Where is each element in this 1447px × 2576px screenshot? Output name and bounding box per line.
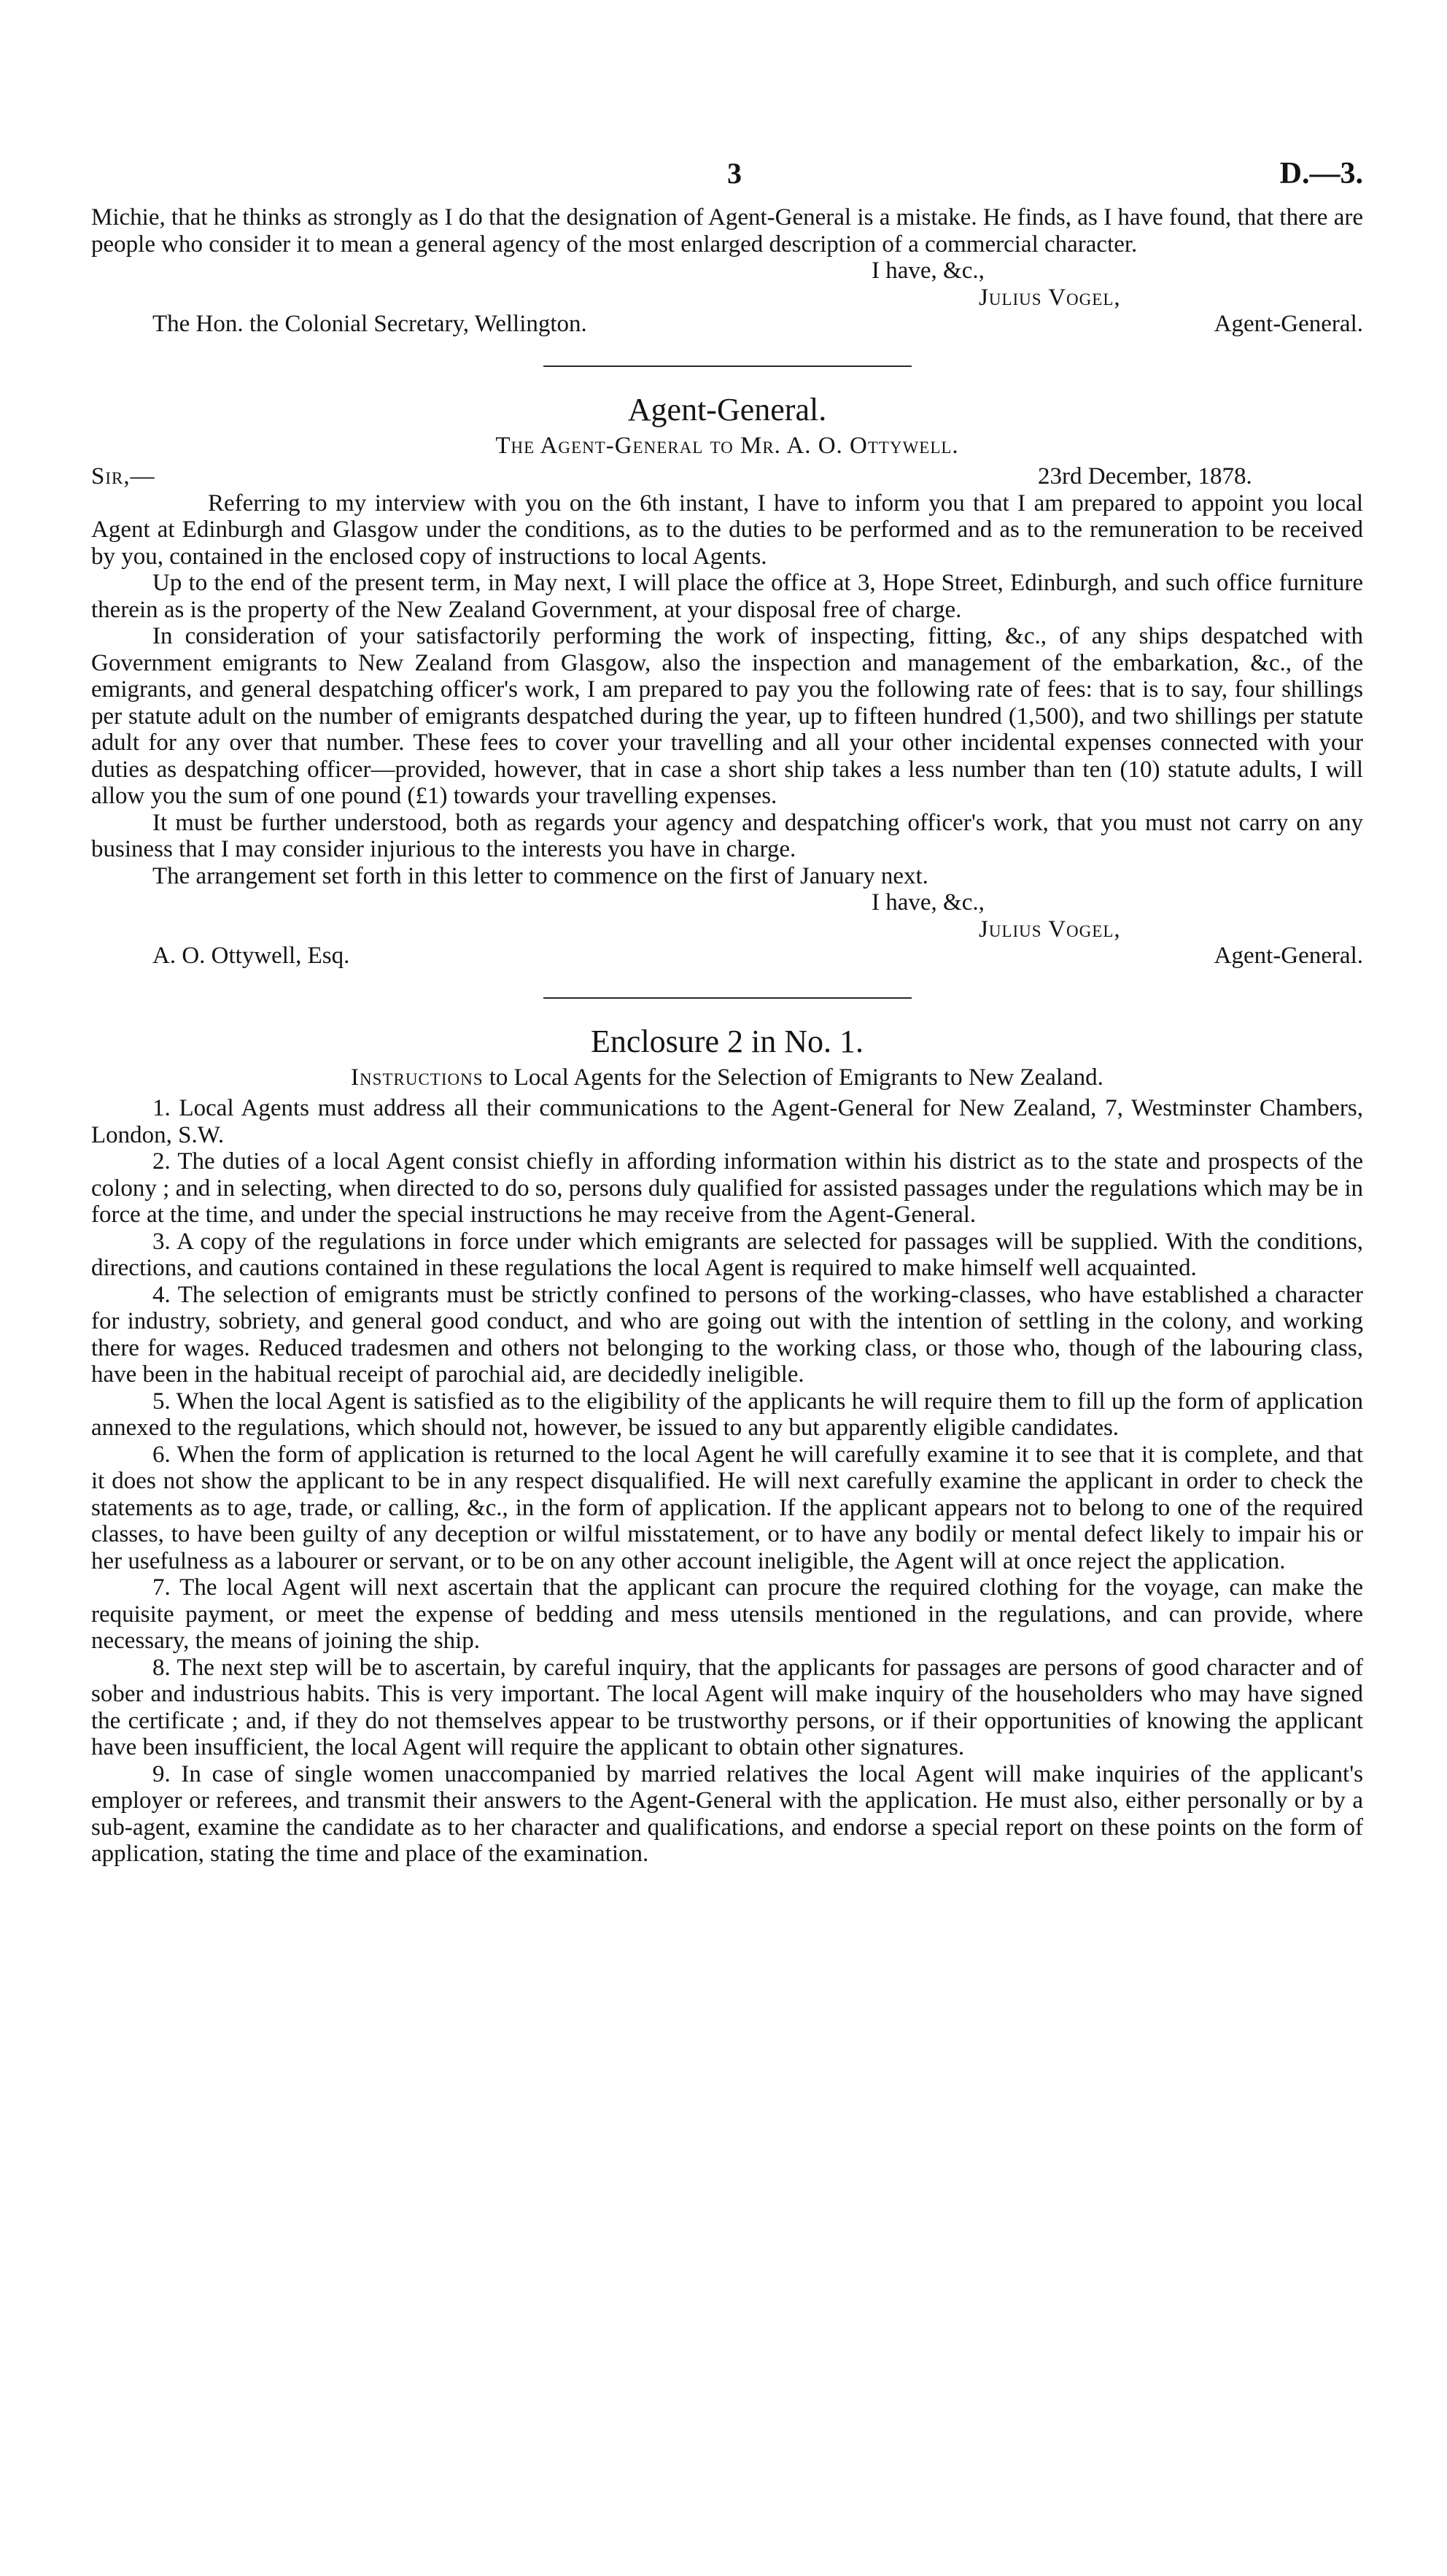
instruction-paragraph: 2. The duties of a local Agent consist chiefly in affording information within his district as to the state and prospects of the colony ; and in selecting, when directed to do so, persons duly qualified for assisted passages under the regulations which may be in force at the time, and under the special instructions he may receive from the Agent-General. <box>91 1148 1363 1228</box>
enclosure-1-closing: I have, &c., <box>872 889 985 916</box>
enclosure-1-date: 23rd December, 1878. <box>1038 463 1252 490</box>
opening-signature-line <box>91 285 1363 312</box>
instruction-paragraph: 1. Local Agents must address all their communications to the Agent-General for New Zealand, 7, Westminster Chambers, London, S.W. <box>91 1095 1363 1148</box>
enclosure-1-paragraph: The arrangement set forth in this letter to commence on the first of January next. <box>152 862 928 889</box>
instruction-paragraph: 6. When the form of application is returned to the local Agent he will carefully examine it to see that it is complete, and that it does not show the applicant to be in any respect disqualified. He will next carefully examine the applicant in order to check the statements as to age, trade, or calling, &c., in the form of application. If the applicant appears not to belong to one of the required classes, to have been guilty of any deception or wilful misstatement, or to have any bodily or mental defect likely to impair his or her usefulness as a labourer or servant, or to be on any other account ineligible, the Agent will at once reject the application. <box>91 1441 1363 1574</box>
page-number: 3 <box>727 157 742 190</box>
enclosure-2-subtitle-rest: to Local Agents for the Selection of Emigrants to New Zealand. <box>483 1064 1103 1091</box>
enclosure-1-title-signoff: Agent-General. <box>1214 943 1363 969</box>
enclosure-1-signature: Julius Vogel, <box>979 916 1121 943</box>
enclosure-1-addressee: A. O. Ottywell, Esq. <box>152 943 350 969</box>
enclosure-1-title: Agent-General. <box>627 391 827 428</box>
enclosure-1-salutation: Sir,— <box>91 463 155 490</box>
instruction-paragraph: 5. When the local Agent is satisfied as to the eligibility of the applicants he will require them to fill up the form of application annexed to the regulations, which should not, however, be issued to any but apparently eligible candidates. <box>91 1388 1363 1441</box>
instruction-paragraph: 8. The next step will be to ascertain, by careful inquiry, that the applicants for passages are persons of good character and of sober and industrious habits. This is very important. The local Agent will make inquiry of the householders who may have signed the certificate ; and, if they do not themselves appear to be trustworthy persons, or if their opportunities of knowing the applicant have been insufficient, the local Agent will require the applicant to obtain other signatures. <box>91 1654 1363 1760</box>
opening-title: Agent-General. <box>1214 311 1363 337</box>
opening-closing: I have, &c., <box>872 258 985 284</box>
enclosure-1-addressee-line <box>91 943 1363 970</box>
page-header <box>91 157 1363 204</box>
opening-paragraph: Michie, that he thinks as strongly as I do that the designation of Agent-General is a mistake. He finds, as I have found, that there are people who consider it to mean a general agency of the most enlarged description of a commercial character. <box>91 204 1363 258</box>
enclosure-1-signature-line <box>91 916 1363 943</box>
enclosure-2-subtitle-lead: Instructions <box>351 1064 484 1091</box>
enclosure-1-salutation-line <box>91 463 1363 490</box>
opening-closing-line <box>91 258 1363 285</box>
instruction-paragraph: 7. The local Agent will next ascertain that the applicant can procure the required clothing for the voyage, can make the requisite payment, or meet the expense of bedding and mess utensils mentioned in the regulations, and can provide, where necessary, the means of joining the ship. <box>91 1574 1363 1654</box>
instruction-paragraph: 3. A copy of the regulations in force under which emigrants are selected for passages will be supplied. With the conditions, directions, and cautions contained in these regulations the local Agent is required to make himself well acquainted. <box>91 1228 1363 1281</box>
opening-signature: Julius Vogel, <box>979 284 1121 311</box>
enclosure-1-paragraph: In consideration of your satisfactorily performing the work of inspecting, fitting, &c., of any ships despatched with Government emigrants to New Zealand from Glasgow, also the inspection and management of the embarkation, &c., of the emigrants, and general despatching officer's work, I am prepared to pay you the following rate of fees: that is to say, four shillings per statute adult on the number of emigrants despatched during the year, up to fifteen hundred (1,500), and two shillings per statute adult for any over that number. These fees to cover your travelling and all your other incidental expenses connected with your duties as despatching officer—provided, however, that in case a short ship takes a less number than ten (10) statute adults, I will allow you the sum of one pound (£1) towards your travelling expenses. <box>91 623 1363 809</box>
opening-addressee-line <box>91 311 1363 338</box>
opening-addressee: The Hon. the Colonial Secretary, Wellington. <box>152 311 587 337</box>
section-divider <box>543 365 912 367</box>
enclosure-1-paragraph: Referring to my interview with you on the 6th instant, I have to inform you that I am prepared to appoint you local Agent at Edinburgh and Glasgow under the conditions, as to the duties to be performed and as to the remuneration to be received by you, contained in the enclosed copy of instructions to local Agents. <box>91 490 1363 570</box>
enclosure-1-closing-line <box>91 889 1363 916</box>
enclosure-1-paragraph: Up to the end of the present term, in May next, I will place the office at 3, Hope Street, Edinburgh, and such office furniture therein as is the property of the New Zealand Government, at your disposal free of charge. <box>91 570 1363 623</box>
section-divider <box>543 997 912 999</box>
enclosure-2-title: Enclosure 2 in No. 1. <box>591 1023 864 1059</box>
instruction-paragraph: 9. In case of single women unaccompanied by married relatives the local Agent will make inquiries of the applicant's employer or referees, and transmit their answers to the Agent-General with the application. He must also, either personally or by a sub-agent, examine the candidate as to her character and qualifications, and endorse a special report on these points on the form of application, stating the time and place of the examination. <box>91 1760 1363 1867</box>
document-reference: D.—3. <box>1279 157 1363 190</box>
enclosure-1-subtitle: The Agent-General to Mr. A. O. Ottywell. <box>495 432 959 459</box>
enclosure-1-paragraph: It must be further understood, both as regards your agency and despatching officer's work, that you must not carry on any business that I may consider injurious to the interests you have in charge. <box>91 809 1363 862</box>
enclosure-2-subtitle <box>91 1064 1363 1091</box>
instruction-paragraph: 4. The selection of emigrants must be strictly confined to persons of the working-classes, who have established a character for industry, sobriety, and general good conduct, and who are going out with the intention of settling in the colony, and working there for wages. Reduced tradesmen and others not belonging to the working class, or those who, though of the labouring class, have been in the habitual receipt of parochial aid, are decidedly ineligible. <box>91 1281 1363 1388</box>
